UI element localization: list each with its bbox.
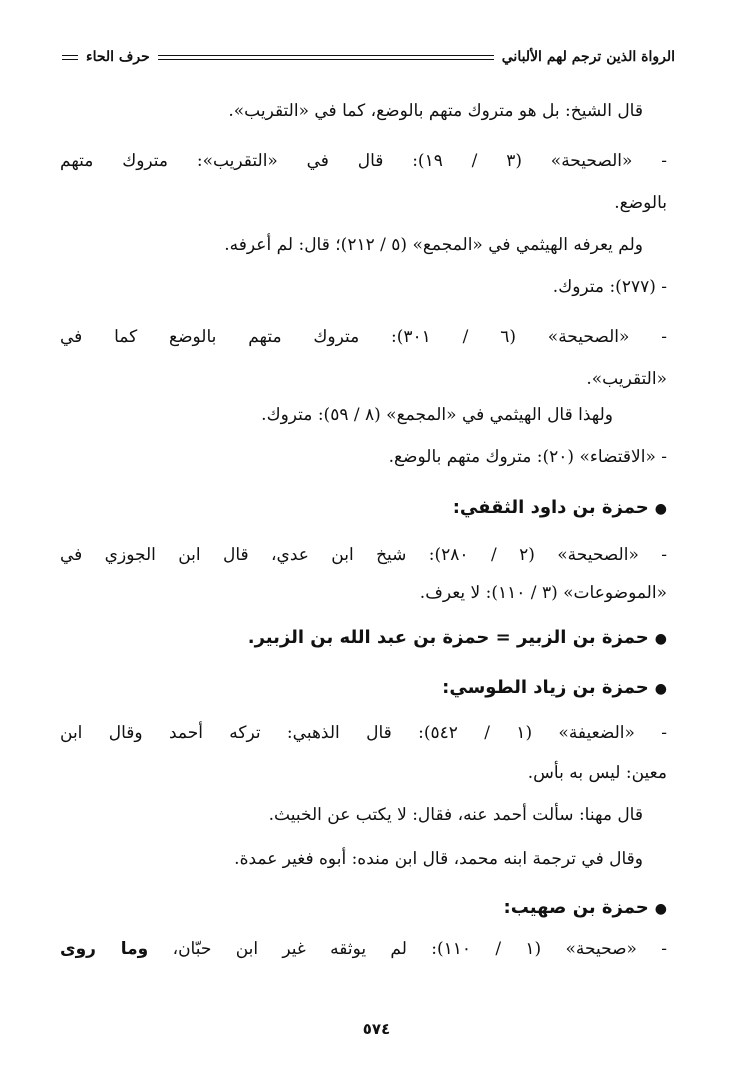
bullet-icon: ● [654,681,667,697]
text-line: - «الصحيحة» (٦ / ٣٠١): متروك متهم بالوضع كما في [60,327,667,347]
entry-heading [442,674,667,703]
running-header [62,44,675,70]
text-line: معين: ليس به بأس. [527,763,667,783]
text-line: وقال في ترجمة ابنه محمد، قال ابن منده: أبوه فغير عمدة. [234,849,643,869]
text-line: «الموضوعات» (٣ / ١١٠): لا يعرف. [419,583,667,603]
entry-heading [453,494,667,523]
bullet-icon: ● [654,901,667,917]
page-number: ٥٧٤ [362,1020,391,1038]
header-rule [158,55,494,60]
text-line: - «الاقتضاء» (٢٠): متروك متهم بالوضع. [388,447,667,467]
entry-heading-text: حمزة بن صهيب: [503,897,649,918]
text-line: «التقريب». [586,369,667,389]
bold-run: وما روى [60,939,149,959]
entry-heading [504,894,667,923]
text-line: - (٢٧٧): متروك. [552,277,667,297]
text-line: - «الصحيحة» (٣ / ١٩): قال في «التقريب»: متروك متهم [60,151,667,171]
bullet-icon: ● [654,631,667,647]
running-title: الرواة الذين ترجم لهم الألباني [501,49,675,65]
section-title: حرف الحاء [86,49,150,65]
text-line: - «الضعيفة» (١ / ٥٤٢): قال الذهبي: تركه أحمد وقال ابن [60,723,667,743]
text-line: قال مهنا: سألت أحمد عنه، فقال: لا يكتب عن الخبيث. [268,805,643,825]
bullet-icon: ● [654,501,667,517]
text-line: بالوضع. [614,193,667,213]
text-line-run: - «صحيحة» (١ / ١١٠): لم يوثقه غير ابن حبّان، [172,939,668,959]
entry-heading [248,624,667,653]
entry-heading-text: حمزة بن الزبير = حمزة بن عبد الله بن الزبير. [247,627,649,648]
text-line: - «الصحيحة» (٢ / ٢٨٠): شيخ ابن عدي، قال ابن الجوزي في [60,545,667,565]
text-line: قال الشيخ: بل هو متروك متهم بالوضع، كما في «التقريب». [228,101,643,121]
text-line [60,936,667,963]
text-line: ولم يعرفه الهيثمي في «المجمع» (٥ / ٢١٢)؛ قال: لم أعرفه. [224,235,643,255]
entry-heading-text: حمزة بن زياد الطوسي: [442,677,649,698]
entry-heading-text: حمزة بن داود الثقفي: [452,497,649,518]
text-line: ولهذا قال الهيثمي في «المجمع» (٨ / ٥٩): متروك. [261,405,613,425]
header-end-mark [62,55,78,60]
